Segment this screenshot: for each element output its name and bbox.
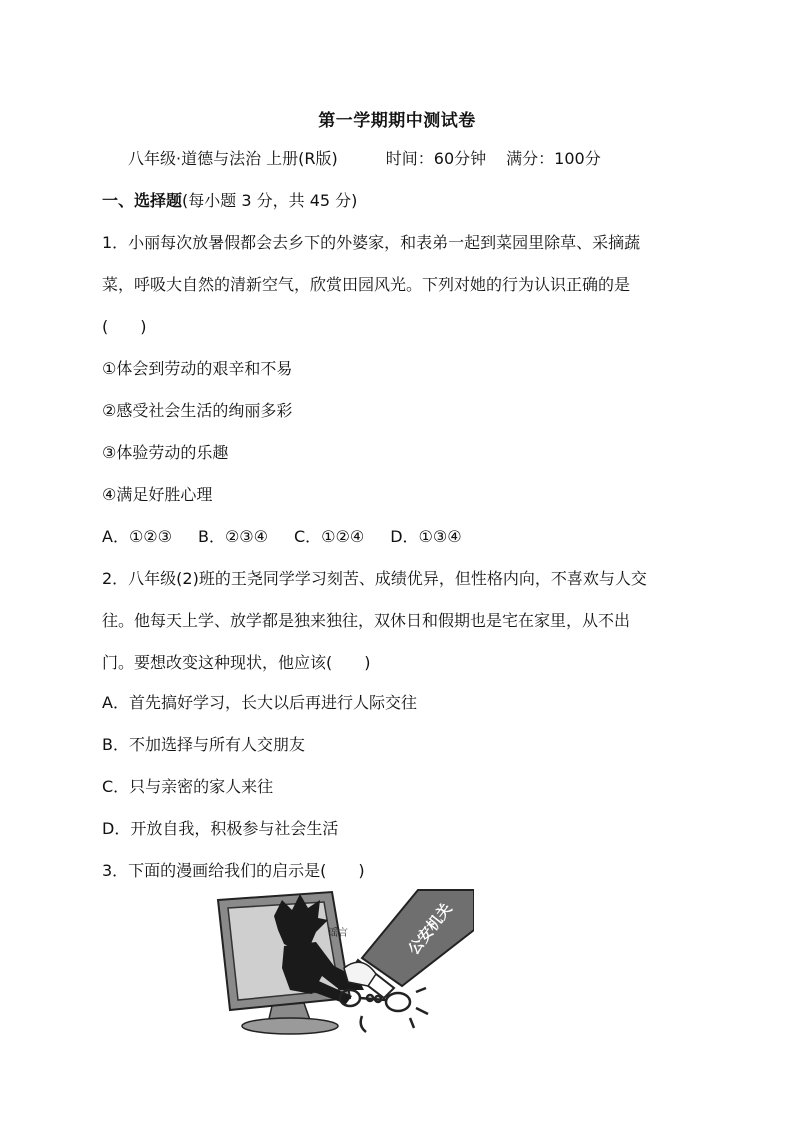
q1-line1: 1．小丽每次放暑假都会去乡下的外婆家，和表弟一起到菜园里除草、采摘蔬 — [102, 233, 641, 252]
q1-item-2: ②感受社会生活的绚丽多彩 — [102, 401, 293, 420]
q1-line2: 菜，呼吸大自然的清新空气，欣赏田园风光。下列对她的行为认识正确的是 — [102, 275, 631, 294]
q1-item-1: ①体会到劳动的艰辛和不易 — [102, 359, 293, 378]
section-heading — [102, 188, 357, 211]
q2-line1: 2．八年级(2)班的王尧同学学习刻苦、成绩优异，但性格内向，不喜欢与人交 — [102, 569, 647, 588]
rumor-label: 谣言 — [328, 928, 348, 939]
exam-time: 时间：60分钟 — [385, 149, 487, 168]
q2-option-a: A．首先搞好学习，长大以后再进行人际交往 — [102, 693, 417, 712]
page-title: 第一学期期中测试卷 — [318, 111, 476, 131]
q1-options — [102, 524, 462, 547]
q1-option-a: A．①②③ — [102, 527, 172, 546]
exam-score: 满分：100分 — [506, 149, 601, 168]
q1-option-d: D．①③④ — [390, 527, 462, 546]
q1-option-c: C．①②④ — [294, 527, 365, 546]
section-label: 一、选择题 — [102, 191, 183, 210]
q2-line3: 门。要想改变这种现状，他应该( ) — [102, 653, 371, 672]
section-note: (每小题 3 分，共 45 分) — [182, 191, 358, 210]
police-sleeve-icon — [344, 890, 474, 998]
exam-info — [128, 146, 601, 169]
q3-line1: 3．下面的漫画给我们的启示是( ) — [102, 861, 365, 880]
grade-subject: 八年级·道德与法治 上册(R版) — [128, 149, 338, 168]
q1-item-3: ③体验劳动的乐趣 — [102, 443, 229, 462]
q1-option-b: B．②③④ — [197, 527, 268, 546]
sleeve-label: 公安机关 — [404, 899, 456, 959]
q2-option-d: D．开放自我，积极参与社会生活 — [102, 819, 339, 838]
q2-line2: 往。他每天上学、放学都是独来独往，双休日和假期也是宅在家里，从不出 — [102, 611, 631, 630]
q1-line3: ( ) — [102, 317, 147, 336]
q1-item-4: ④满足好胜心理 — [102, 485, 213, 504]
q2-option-b: B．不加选择与所有人交朋友 — [102, 735, 305, 754]
q2-option-c: C．只与亲密的家人来往 — [102, 777, 274, 796]
cartoon-illustration — [212, 886, 474, 1038]
